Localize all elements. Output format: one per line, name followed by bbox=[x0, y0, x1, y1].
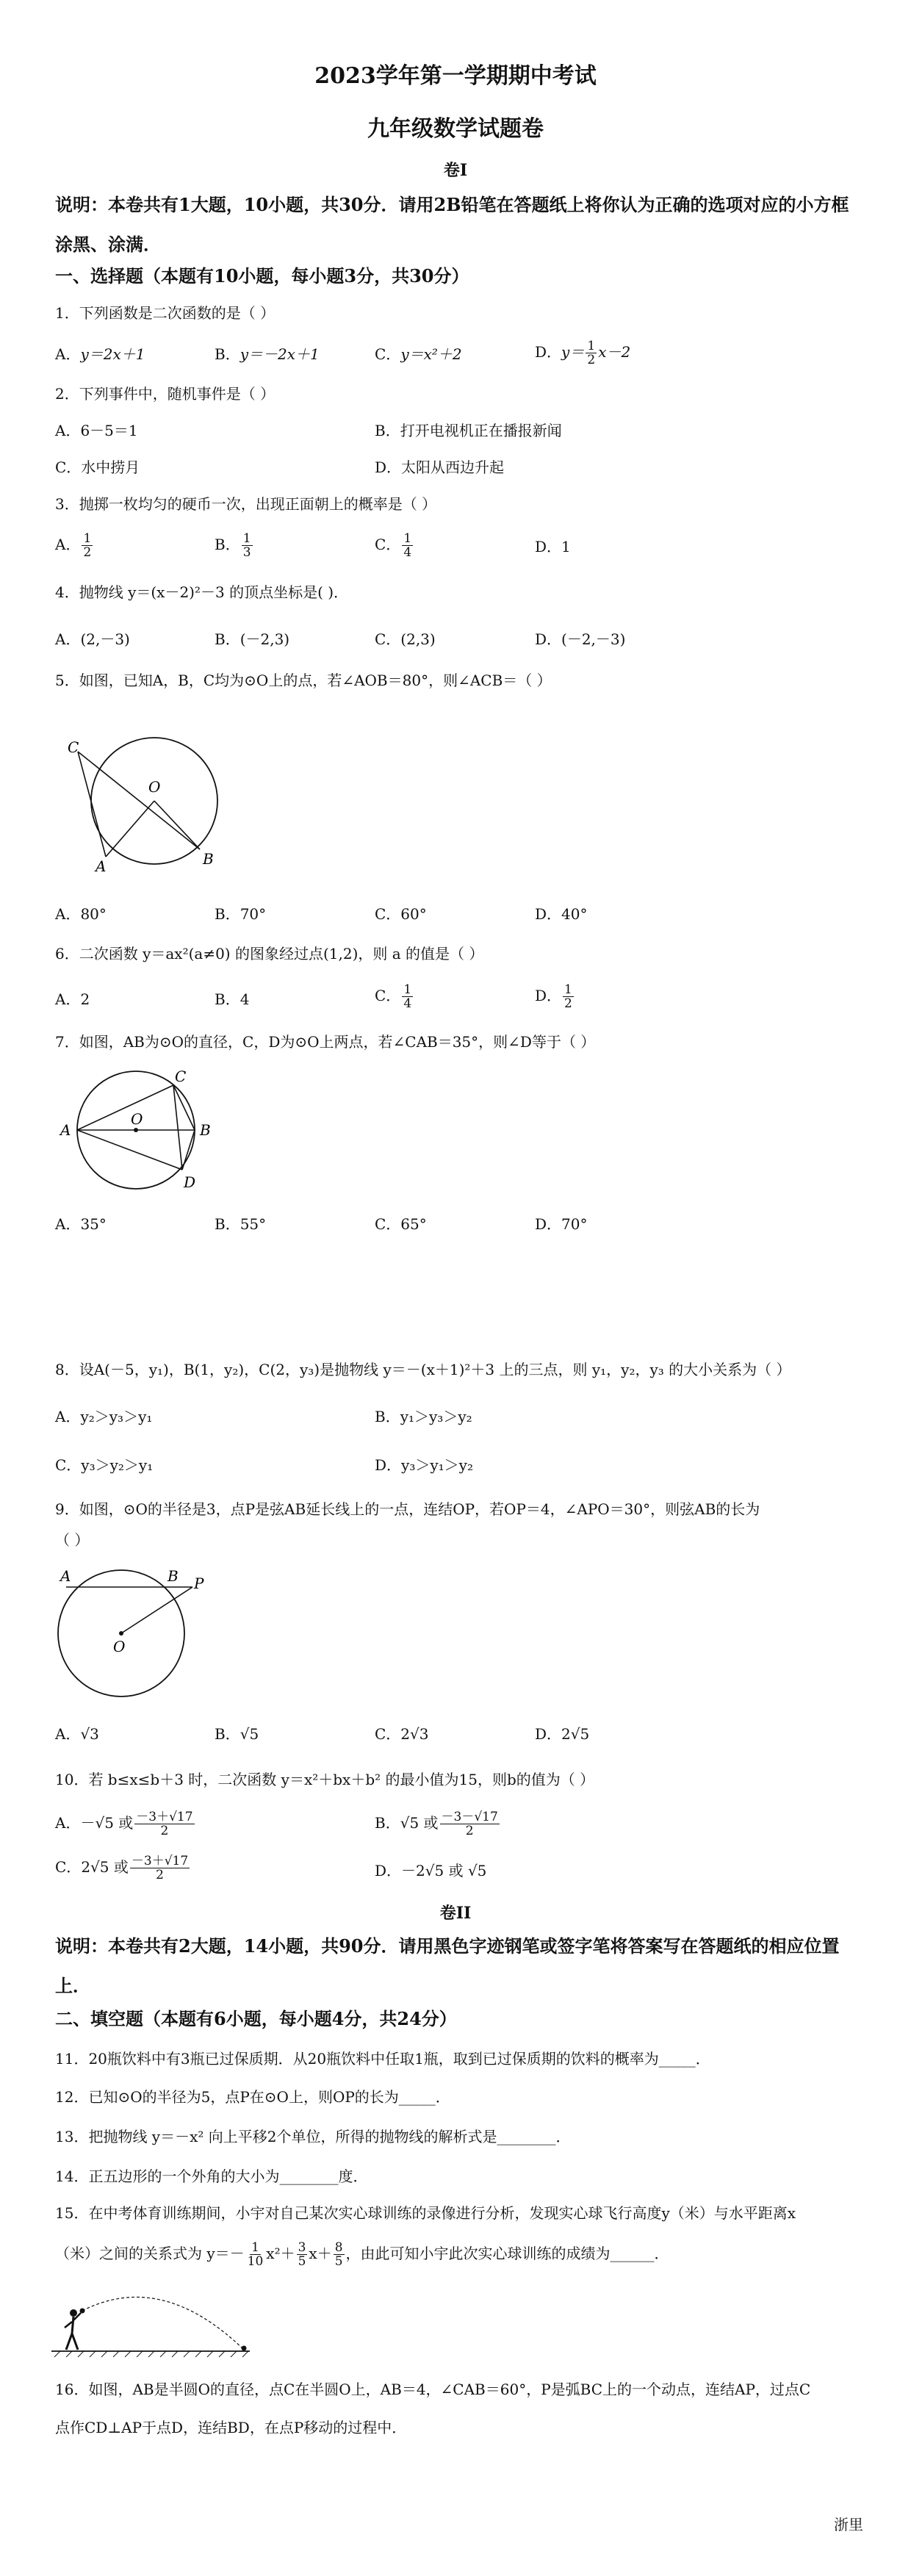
q7-line-ad bbox=[77, 1130, 182, 1170]
q7-line-cb bbox=[173, 1085, 195, 1130]
q1-option-d: D．y＝ $\frac{1}{2}$ x－2 bbox=[535, 339, 631, 367]
q10-option-d: D．－2√5 或 √5 bbox=[375, 1862, 487, 1879]
q7-center-dot bbox=[134, 1128, 138, 1132]
q7-label-b: B bbox=[200, 1121, 211, 1139]
q10-option-c: C．2√5 或 $\frac{-3+√17}{2}$ bbox=[55, 1854, 189, 1882]
q10-option-a: A．－√5 或 $\frac{-3+√17}{2}$ bbox=[55, 1810, 193, 1838]
q9-label-o: O bbox=[113, 1638, 126, 1655]
q4-stem: 4．抛物线 y＝(x－2)²－3 的顶点坐标是( )． bbox=[55, 583, 349, 601]
q9-option-d: D．2√5 bbox=[535, 1725, 590, 1743]
q7-label-a: A bbox=[60, 1121, 71, 1139]
q3-option-a: A． $\frac{1}{2}$ bbox=[55, 531, 92, 560]
q7-label-o: O bbox=[131, 1110, 143, 1128]
q4-option-d: D．(－2,－3) bbox=[535, 630, 626, 648]
q6-option-d: D． $\frac{1}{2}$ bbox=[535, 982, 572, 1011]
q7-label-d: D bbox=[184, 1173, 196, 1191]
q3-stem: 3．抛掷一枚均匀的硬币一次，出现正面朝上的概率是（ ） bbox=[55, 495, 437, 513]
q7-option-b: B．55° bbox=[215, 1215, 267, 1233]
q16-text-line2: 点作CD⊥AP于点D，连结BD，在点P移动的过程中． bbox=[55, 2419, 407, 2436]
q16-text-line1: 16．如图，AB是半圆O的直径，点C在半圆O上，AB＝4，∠CAB＝60°，P是弧BC上的一个动点，连结AP，过点C bbox=[55, 2381, 811, 2398]
q4-option-c: C．(2,3) bbox=[375, 630, 436, 648]
q14-text: 14．正五边形的一个外角的大小为________度． bbox=[55, 2167, 368, 2185]
q1-stem: 1．下列函数是二次函数的是（ ） bbox=[55, 304, 276, 322]
q2-option-d: D．太阳从西边升起 bbox=[375, 458, 505, 476]
q10-option-b: B．√5 或 $\frac{-3-√17}{2}$ bbox=[375, 1810, 498, 1838]
q5-stem: 5．如图，已知A，B，C均为⊙O上的点，若∠AOB＝80°，则∠ACB＝（ ） bbox=[55, 672, 552, 689]
q5-label-b: B bbox=[203, 850, 214, 868]
q9-stem-bracket: （ ） bbox=[55, 1531, 90, 1549]
q1-option-a: A．y＝2x＋1 bbox=[55, 345, 145, 363]
q15-ball-landing bbox=[242, 2346, 247, 2351]
q6-stem: 6．二次函数 y＝ax²(a≠0) 的图象经过点(1,2)，则 a 的值是（ ） bbox=[55, 945, 484, 963]
q7-stem: 7．如图，AB为⊙O的直径，C，D为⊙O上两点，若∠CAB＝35°，则∠D等于（ ） bbox=[55, 1033, 596, 1051]
q15-text-line1: 15．在中考体育训练期间，小宇对自己某次实心球训练的录像进行分析，发现实心球飞行高度y（米）与水平距离x bbox=[55, 2204, 796, 2222]
q5-label-o: O bbox=[148, 778, 161, 796]
q8-option-d: D．y₃＞y₁＞y₂ bbox=[375, 1456, 473, 1474]
q10-stem: 10．若 b≤x≤b＋3 时，二次函数 y＝x²＋bx＋b² 的最小值为15，则b的值为（ ） bbox=[55, 1771, 595, 1788]
q7-line-cd bbox=[173, 1085, 182, 1170]
volume-2-heading: 卷II bbox=[439, 1904, 472, 1923]
q9-stem: 9．如图，⊙O的半径是3，点P是弦AB延长线上的一点，连结OP，若OP＝4，∠APO＝30°，则弦AB的长为 bbox=[55, 1500, 760, 1518]
q8-option-a: A．y₂＞y₃＞y₁ bbox=[55, 1408, 153, 1425]
q5-option-d: D．40° bbox=[535, 905, 588, 923]
q2-option-a: A．6－5＝1 bbox=[55, 422, 138, 439]
q5-option-b: B．70° bbox=[215, 905, 267, 923]
q5-option-a: A．80° bbox=[55, 905, 107, 923]
section-2-heading: 二、填空题（本题有6小题，每小题4分，共24分） bbox=[55, 2008, 457, 2029]
q5-label-a: A bbox=[96, 857, 107, 874]
q6-option-c: C． $\frac{1}{4}$ bbox=[375, 982, 412, 1011]
q3-option-c: C． $\frac{1}{4}$ bbox=[375, 531, 412, 560]
q9-option-b: B．√5 bbox=[215, 1725, 259, 1743]
q5-line-cb bbox=[78, 752, 200, 849]
volume-1-heading: 卷I bbox=[443, 161, 468, 180]
q9-circle-figure bbox=[50, 1556, 241, 1703]
q5-label-c: C bbox=[68, 738, 79, 756]
section-1-heading: 一、选择题（本题有10小题，每小题3分，共30分） bbox=[55, 265, 469, 287]
exam-subtitle: 九年级数学试题卷 bbox=[367, 116, 544, 142]
exam-title: 2023学年第一学期期中考试 bbox=[314, 63, 597, 89]
q1-option-b: B．y＝－2x＋1 bbox=[215, 345, 320, 363]
q5-option-c: C．60° bbox=[375, 905, 427, 923]
q8-option-c: C．y₃＞y₂＞y₁ bbox=[55, 1456, 154, 1474]
q7-option-c: C．65° bbox=[375, 1215, 427, 1233]
q1-option-c: C．y＝x²＋2 bbox=[375, 345, 462, 363]
q7-line-bd bbox=[182, 1130, 195, 1170]
q4-option-b: B．(－2,3) bbox=[215, 630, 290, 648]
q7-circle-figure bbox=[57, 1065, 226, 1198]
q3-option-b: B． $\frac{1}{3}$ bbox=[215, 531, 251, 560]
footer-watermark: 浙里 bbox=[834, 2516, 863, 2533]
q8-option-b: B．y₁＞y₃＞y₂ bbox=[375, 1408, 472, 1425]
q15-shot-put-figure bbox=[51, 2291, 264, 2364]
volume-2-instructions: 说明：本卷共有2大题，14小题，共90分．请用黑色字迹钢笔或签字笔将答案写在答题纸的相应位置上． bbox=[55, 1935, 840, 1996]
q3-option-d: D．1 bbox=[535, 538, 571, 555]
q9-label-b: B bbox=[168, 1567, 179, 1585]
q7-label-c: C bbox=[175, 1068, 187, 1085]
q12-text: 12．已知⊙O的半径为5，点P在⊙O上，则OP的长为_____． bbox=[55, 2088, 450, 2106]
q9-label-a: A bbox=[60, 1567, 71, 1585]
q9-option-a: A．√3 bbox=[55, 1725, 99, 1743]
q9-label-p: P bbox=[194, 1575, 204, 1592]
q6-option-b: B．4 bbox=[215, 990, 250, 1008]
q9-option-c: C．2√3 bbox=[375, 1725, 429, 1743]
volume-1-instructions: 说明：本卷共有1大题，10小题，共30分．请用2B铅笔在答题纸上将你认为正确的选项对应的小方框涂黑、涂满． bbox=[55, 194, 849, 255]
q5-line-ca bbox=[78, 752, 106, 857]
q2-stem: 2．下列事件中，随机事件是（ ） bbox=[55, 385, 276, 403]
q4-option-a: A．(2,－3) bbox=[55, 630, 130, 648]
q15-athlete bbox=[65, 2309, 85, 2350]
q7-option-d: D．70° bbox=[535, 1215, 588, 1233]
q9-center-dot bbox=[119, 1631, 123, 1636]
q6-option-a: A．2 bbox=[55, 990, 90, 1008]
q15-trajectory bbox=[82, 2297, 244, 2350]
q9-line-op bbox=[121, 1587, 192, 1633]
q5-line-oa bbox=[106, 801, 154, 857]
q5-line-ob bbox=[154, 801, 200, 849]
q5-circle-figure bbox=[59, 727, 235, 874]
q13-text: 13．把抛物线 y＝－x² 向上平移2个单位，所得的抛物线的解析式是________． bbox=[55, 2128, 571, 2145]
q15-ground-hatch bbox=[54, 2351, 248, 2357]
q15-text-line2: （米）之间的关系式为 y＝－ $\frac{1}{10}$ x²＋ $\frac{3}{5}$ x＋ $\frac{8}{5}$ ，由此可知小宇此次实心球训练的成绩为______． bbox=[55, 2240, 669, 2269]
q11-text: 11．20瓶饮料中有3瓶已过保质期．从20瓶饮料中任取1瓶，取到已过保质期的饮料的概率为_____． bbox=[55, 2050, 710, 2068]
q2-option-b: B．打开电视机正在播报新闻 bbox=[375, 422, 562, 439]
q7-option-a: A．35° bbox=[55, 1215, 107, 1233]
q2-option-c: C．水中捞月 bbox=[55, 458, 140, 476]
q8-stem: 8．设A(－5，y₁)，B(1，y₂)，C(2，y₃)是抛物线 y＝－(x＋1)²＋3 上的三点，则 y₁，y₂，y₃ 的大小关系为（ ） bbox=[55, 1361, 791, 1378]
